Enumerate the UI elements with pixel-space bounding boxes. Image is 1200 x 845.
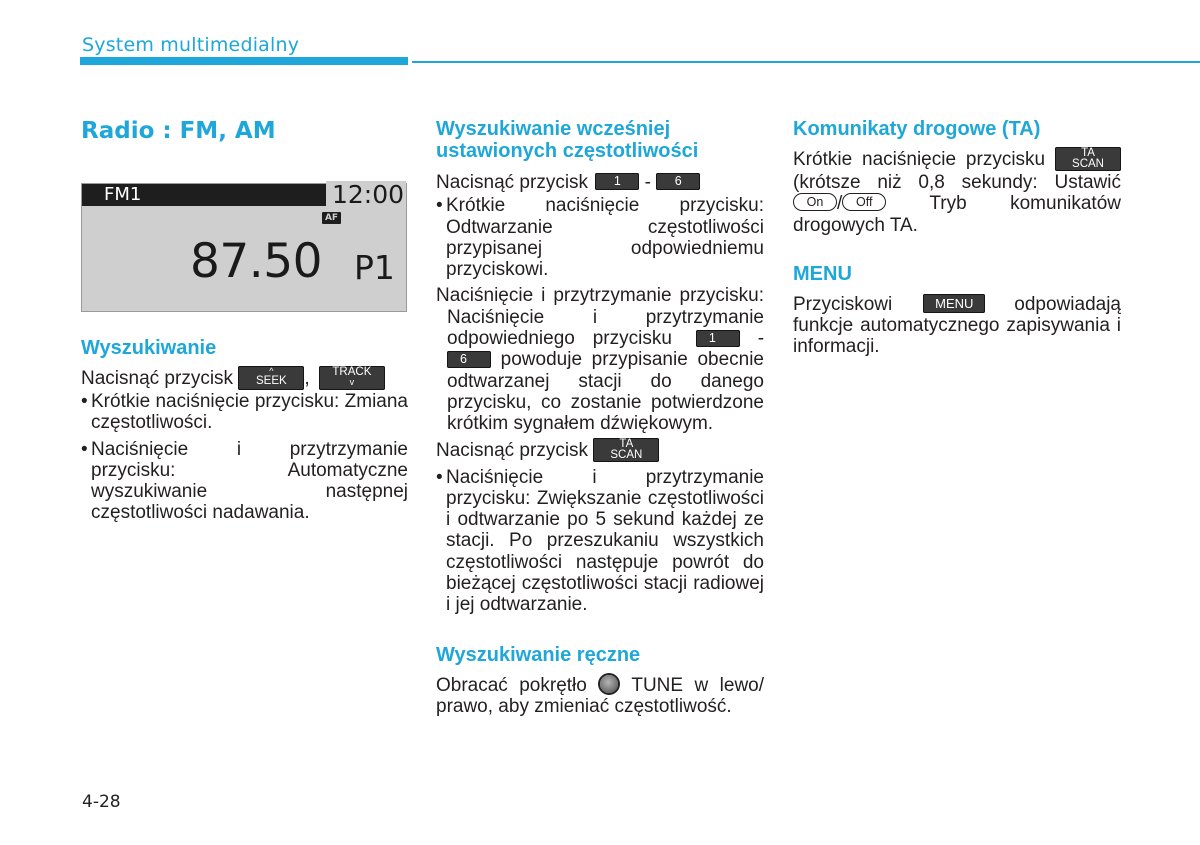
preset-bullet-short: Krótkie naciśnięcie przycisku: Odtwarzanie częstotliwości przypisanej odpowiedniemu przyciskowi.	[446, 195, 764, 281]
preset-6-button[interactable]: 6	[656, 173, 700, 190]
traffic-text-1: Krótkie naciśnięcie przycisku	[793, 149, 1046, 171]
preset-store-text-2: powoduje przypisanie obecnie odtwarzanej stacji do danego przycisku, co zostanie potwierdzone krótkim sygnałem dźwiękowym.	[447, 349, 765, 435]
section-title-manual-search: Wyszukiwanie ręczne	[436, 643, 641, 666]
section-title-search: Wyszukiwanie	[81, 337, 217, 359]
ta-scan-button[interactable]	[593, 438, 659, 462]
on-button[interactable]: On	[793, 193, 837, 211]
display-clock: 12:00	[326, 181, 406, 206]
chevron-down-icon: v	[349, 377, 355, 387]
list-item: • Krótkie naciśnięcie przycisku: Odtwarzanie częstotliwości przypisanej odpowiedniemu przyciskowi.	[436, 195, 764, 281]
ta-label: TA	[1081, 147, 1095, 159]
dash: -	[757, 328, 765, 350]
search-intro-text: Nacisnąć przycisk	[81, 368, 234, 390]
dash: -	[644, 172, 651, 193]
display-frequency: 87.50	[190, 234, 323, 289]
preset-1-button[interactable]: 1	[595, 173, 639, 190]
list-item: • Naciśnięcie i przytrzymanie przycisku: Automatyczne wyszukiwanie następnej częstotliwości nadawania.	[81, 438, 408, 524]
chevron-up-icon: ^	[269, 366, 274, 376]
traffic-text-2: (krótsze niż 0,8 sekundy: Ustawić	[793, 172, 1121, 193]
section-title-traffic: Komunikaty drogowe (TA)	[793, 118, 1041, 140]
track-button[interactable]	[319, 366, 385, 390]
preset-store-paragraph	[436, 285, 764, 434]
search-intro	[81, 367, 408, 391]
list-item: • Naciśnięcie i przytrzymanie przycisku: Zwiększanie częstotliwości i odtwarzanie po 5 sekund każdej ze stacji. Po przeszukaniu wszystkich częstotliwości następuje powrót do bieżącej częstotliwości stacji radiowej i jej odtwarzanie.	[436, 466, 764, 616]
section-title-preset-search: Wyszukiwanie wcześniej ustawionych częstotliwości	[436, 118, 699, 162]
header-title: System multimedialny	[82, 34, 300, 56]
search-bullet-short: Krótkie naciśnięcie przycisku: Zmiana częstotliwości.	[91, 391, 408, 434]
scan-bullet: Naciśnięcie i przytrzymanie przycisku: Zwiększanie częstotliwości i odtwarzanie po 5 sekund każdej ze stacji. Po przeszukaniu wszystkich częstotliwości następuje powrót do bieżącej częstotliwości stacji radiowej i jej odtwarzanie.	[446, 466, 764, 616]
column-right	[793, 118, 1121, 358]
scan-intro	[436, 439, 764, 463]
preset-store-text-1: Naciśnięcie i przytrzymanie przycisku: Naciśnięcie i przytrzymanie odpowiedniego przycisku	[436, 285, 764, 350]
track-label: TRACK	[332, 366, 372, 378]
traffic-text-3: Tryb komunikatów drogowych TA.	[793, 193, 1121, 236]
slash: /	[837, 193, 843, 215]
manual-search-text	[436, 675, 764, 718]
traffic-text	[793, 148, 1121, 236]
menu-button[interactable]: MENU	[923, 294, 985, 313]
search-bullet-long: Naciśnięcie i przytrzymanie przycisku: Automatyczne wyszukiwanie następnej częstotliwości nadawania.	[91, 438, 408, 524]
manual-text-2: TUNE w lewo/ prawo, aby zmieniać częstotliwość.	[436, 674, 765, 717]
menu-text	[793, 294, 1121, 358]
preset-intro	[436, 172, 764, 193]
column-middle	[436, 118, 764, 717]
seek-button[interactable]	[238, 366, 304, 390]
display-preset: P1	[354, 248, 395, 287]
ta-scan-button[interactable]	[1055, 147, 1121, 171]
off-button[interactable]: Off	[842, 193, 886, 211]
header-rule	[412, 61, 1200, 63]
column-left	[81, 116, 408, 524]
scan-label: SCAN	[1072, 158, 1104, 170]
list-item: • Krótkie naciśnięcie przycisku: Zmiana częstotliwości.	[81, 391, 408, 434]
ta-label: TA	[619, 437, 634, 450]
page-number: 4-28	[82, 792, 121, 812]
preset-1-button[interactable]: 1	[696, 330, 740, 347]
preset-6-button[interactable]: 6	[447, 351, 491, 368]
scan-intro-text: Nacisnąć przycisk	[436, 439, 589, 461]
preset-intro-text: Nacisnąć przycisk	[436, 172, 589, 193]
menu-text-1: Przyciskowi	[793, 293, 893, 315]
comma: ,	[304, 368, 310, 390]
manual-text-1: Obracać pokrętło	[436, 674, 587, 696]
radio-display	[81, 180, 407, 312]
menu-text-2: odpowiadają funkcje automatycznego zapisywania i informacji.	[793, 293, 1121, 358]
seek-label: SEEK	[255, 375, 287, 387]
af-indicator-icon: AF	[322, 212, 341, 224]
header-bar	[80, 57, 408, 65]
section-title-menu: MENU	[793, 262, 852, 285]
display-band: FM1	[104, 184, 142, 205]
tune-knob-icon[interactable]	[600, 675, 618, 693]
scan-label: SCAN	[610, 448, 643, 461]
page-title: Radio : FM, AM	[81, 118, 276, 144]
